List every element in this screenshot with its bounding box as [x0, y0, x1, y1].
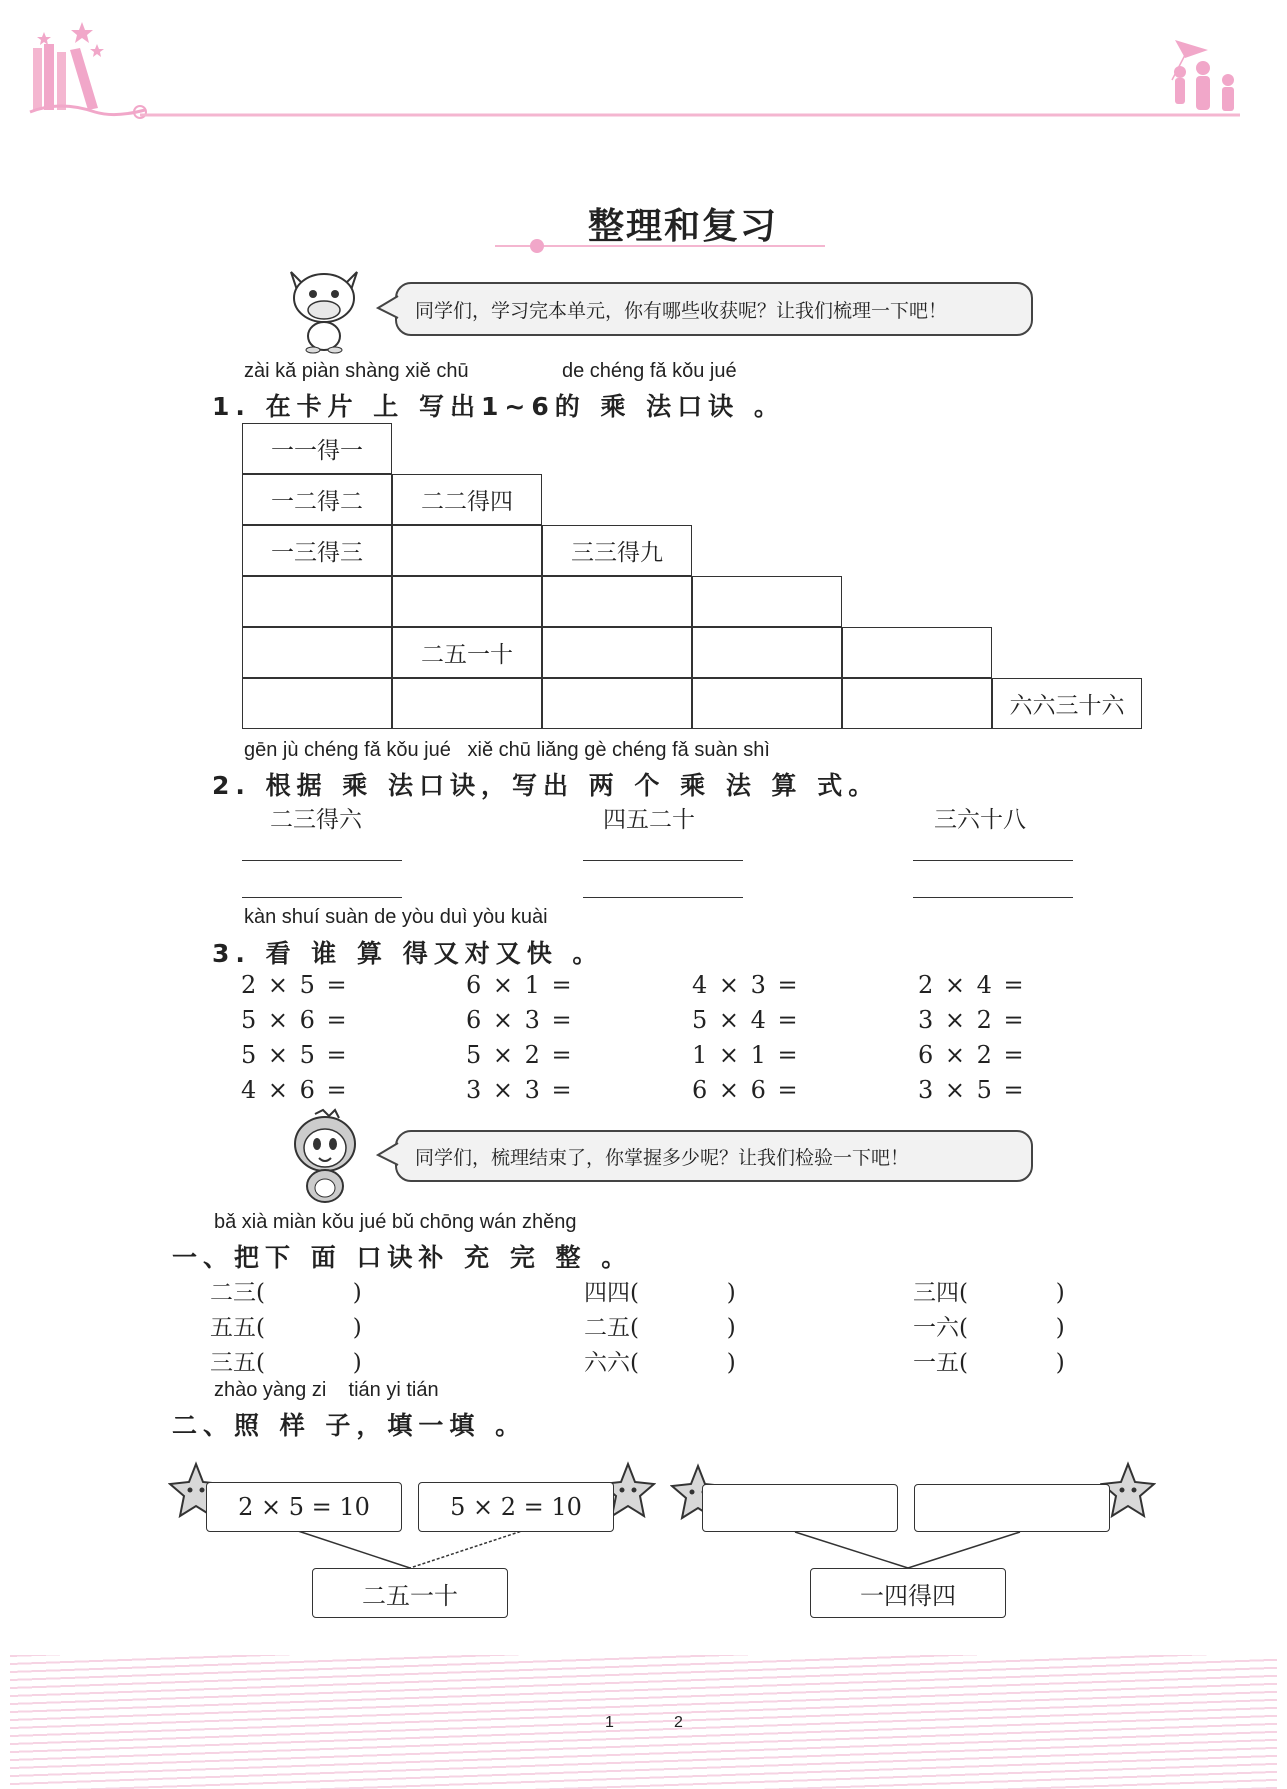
equation: 6 × 2 =: [918, 1041, 1026, 1069]
fill-blank[interactable]: 五五( ): [210, 1315, 362, 1341]
fill-blank[interactable]: 二三( ): [210, 1280, 362, 1306]
p1-title: 一、把下 面 口诀补 充 完 整 。: [172, 1243, 633, 1272]
footer-band: [10, 1655, 1277, 1789]
task-koujue: 一四得四: [860, 1581, 956, 1610]
table-cell: 六六三十六: [992, 678, 1142, 729]
fill-blank[interactable]: 六六( ): [584, 1350, 736, 1376]
table-cell: 一一得一: [242, 423, 392, 474]
q1-pinyin-a: zài kǎ piàn shàng xiě chū: [244, 360, 469, 382]
q2-koujue-2: 四五二十: [603, 807, 695, 833]
q2-koujue-3: 三六十八: [934, 807, 1026, 833]
fill-blank[interactable]: 四四( ): [584, 1280, 736, 1306]
equation: 3 × 2 =: [918, 1006, 1026, 1034]
equation: 6 × 3 =: [466, 1006, 574, 1034]
equation: 5 × 5 =: [241, 1041, 349, 1069]
example-equation-box: [418, 1482, 614, 1532]
table-cell: 三三得九: [542, 525, 692, 576]
page-number-2: 2: [674, 1714, 683, 1731]
fill-blank[interactable]: 三四( ): [913, 1280, 1065, 1306]
q3-pinyin: kàn shuí suàn de yòu duì yòu kuài: [244, 906, 548, 928]
speech-text-2: 同学们，梳理结束了，你掌握多少呢？让我们检验一下吧！: [415, 1146, 910, 1169]
equation: 1 × 1 =: [692, 1041, 800, 1069]
q2-koujue-1: 二三得六: [270, 807, 362, 833]
q2-title: 2. 根据 乘 法口诀，写出 两 个 乘 法 算 式。: [212, 771, 880, 800]
equation: 5 × 6 =: [241, 1006, 349, 1034]
equation: 6 × 6 =: [692, 1076, 800, 1104]
q3-title: 3. 看 谁 算 得又对又快 。: [212, 939, 604, 968]
equation: 2 × 4 =: [918, 971, 1026, 999]
example-koujue: 二五一十: [362, 1581, 458, 1610]
equation: 3 × 3 =: [466, 1076, 574, 1104]
q1-title: 1. 在卡片 上 写出1~6的 乘 法口诀 。: [212, 392, 785, 421]
p2-pinyin: zhào yàng zi tián yi tián: [214, 1379, 439, 1401]
equation: 6 × 1 =: [466, 971, 574, 999]
page-number-1: 1: [605, 1714, 614, 1731]
example-equation-1: 2 × 5 = 10: [238, 1493, 370, 1521]
task-koujue-box: [810, 1568, 1006, 1618]
answer-equation-box[interactable]: [914, 1484, 1110, 1532]
example-koujue-box: [312, 1568, 508, 1618]
p2-title: 二、照 样 子，填一填 。: [172, 1411, 527, 1440]
equation: 4 × 6 =: [241, 1076, 349, 1104]
q1-pinyin-b: de chéng fǎ kǒu jué: [562, 360, 737, 382]
example-equation-box: [206, 1482, 402, 1532]
fill-blank[interactable]: 一六( ): [913, 1315, 1065, 1341]
fill-blank[interactable]: 一五( ): [913, 1350, 1065, 1376]
table-cell: 二五一十: [392, 627, 542, 678]
equation: 2 × 5 =: [241, 971, 349, 999]
equation: 5 × 4 =: [692, 1006, 800, 1034]
table-cell: 一二得二: [242, 474, 392, 525]
equation: 5 × 2 =: [466, 1041, 574, 1069]
page-title: 整理和复习: [588, 205, 779, 247]
q2-pinyin: gēn jù chéng fǎ kǒu jué xiě chū liǎng gè chéng fǎ suàn shì: [244, 739, 770, 761]
fill-blank[interactable]: 二五( ): [584, 1315, 736, 1341]
speech-text-1: 同学们，学习完本单元，你有哪些收获呢？让我们梳理一下吧！: [415, 299, 948, 322]
p1-pinyin: bǎ xià miàn kǒu jué bǔ chōng wán zhěng: [214, 1211, 577, 1233]
equation: 3 × 5 =: [918, 1076, 1026, 1104]
fill-blank[interactable]: 三五( ): [210, 1350, 362, 1376]
answer-equation-box[interactable]: [702, 1484, 898, 1532]
equation: 4 × 3 =: [692, 971, 800, 999]
example-equation-2: 5 × 2 = 10: [450, 1493, 582, 1521]
table-cell: 二二得四: [392, 474, 542, 525]
table-cell: 一三得三: [242, 525, 392, 576]
